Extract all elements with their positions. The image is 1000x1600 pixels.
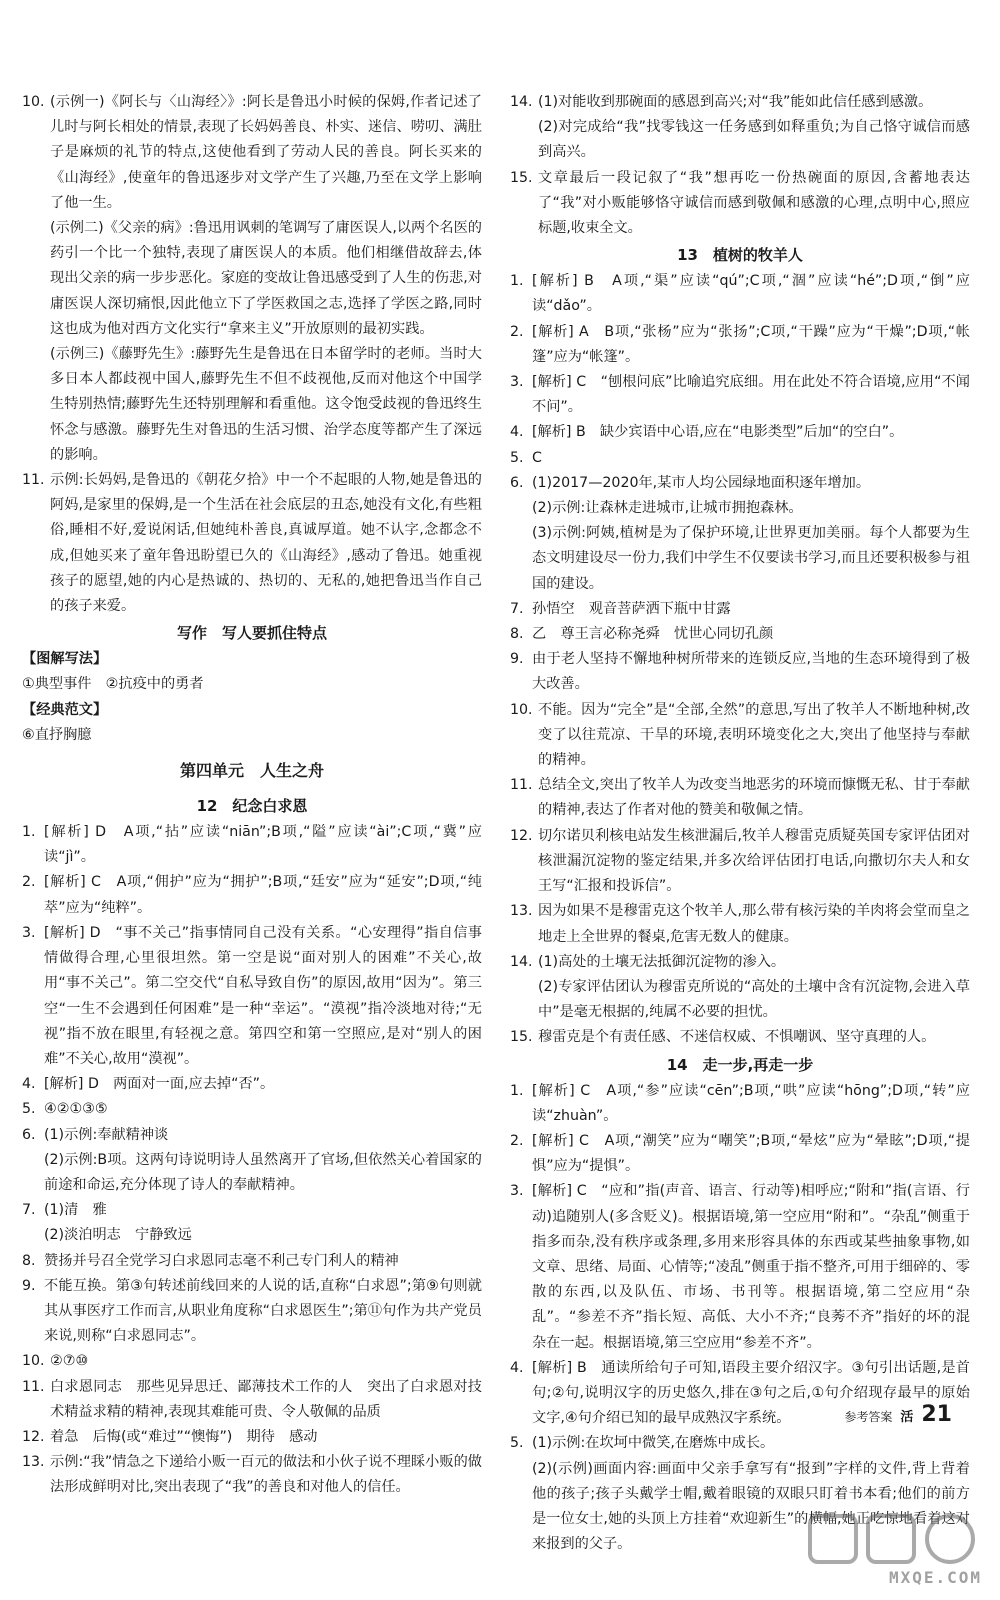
item-text: C bbox=[532, 449, 542, 466]
watermark-logo-icon bbox=[802, 1510, 982, 1570]
item-subtext: (示例二)《父亲的病》:鲁迅用讽刺的笔调写了庸医误人,以两个名医的药引一个比一个独特,表现了庸医误人的本质。他们相继借故辞去,体现出父亲的病一步步恶化。家庭的变故让鲁迅感受到了人生的伤悲,对庸医误人深切痛恨,因此他立下了学医救国之志,选择了学医之路,同时这也成为他对西方文化实行“拿来主义”开放原则的最初实践。 bbox=[50, 220, 482, 337]
answer-item bbox=[510, 1431, 970, 1456]
item-text: 孙悟空 观音菩萨洒下瓶中甘露 bbox=[532, 600, 731, 617]
answer-item bbox=[510, 90, 970, 115]
item-number: 5. bbox=[22, 1101, 36, 1118]
answer-item bbox=[510, 420, 970, 445]
answer-item bbox=[22, 1072, 482, 1097]
answer-item bbox=[510, 1129, 970, 1179]
sub-content: ⑥直抒胸臆 bbox=[22, 726, 92, 743]
item-number: 11. bbox=[22, 1378, 45, 1395]
item-text: 由于老人坚持不懈地种树所带来的连锁反应,当地的生态环境得到了极大改善。 bbox=[532, 651, 970, 693]
item-text: (1)对能收到那碗面的感恩到高兴;对“我”能如此信任感到感激。 bbox=[538, 94, 933, 110]
item-number: 13. bbox=[22, 1454, 45, 1471]
answer-item bbox=[510, 899, 970, 949]
item-number: 1. bbox=[22, 824, 36, 841]
answer-item bbox=[510, 471, 970, 496]
footer-brand: 活 bbox=[900, 1410, 914, 1425]
answer-item bbox=[510, 1025, 970, 1050]
item-number: 8. bbox=[510, 626, 524, 643]
page-footer bbox=[844, 1402, 952, 1430]
item-number: 2. bbox=[510, 323, 524, 340]
item-number: 3. bbox=[22, 924, 36, 941]
lesson-title: 14 走一步,再走一步 bbox=[666, 1055, 814, 1074]
answer-item bbox=[510, 1179, 970, 1355]
item-text: (1)高处的土壤无法抵御沉淀物的渗入。 bbox=[538, 953, 786, 970]
sub-heading: 【图解写法】 bbox=[22, 651, 108, 668]
answer-item bbox=[510, 320, 970, 370]
right-column bbox=[510, 90, 970, 1557]
item-text: [解析] D A项,“拈”应读“niān”;B项,“隘”应读“ài”;C项,“冀”应读“jì”。 bbox=[44, 824, 482, 866]
item-number: 10. bbox=[22, 94, 45, 110]
watermark bbox=[802, 1510, 982, 1590]
item-number: 2. bbox=[510, 1132, 524, 1149]
answer-item bbox=[22, 468, 482, 619]
answer-item bbox=[22, 870, 482, 920]
item-text: 赞扬并号召全党学习白求恩同志毫不利己专门利人的精神 bbox=[44, 1252, 399, 1269]
item-text: [解析] D “事不关己”指事情同自己没有关系。“心安理得”指自信事情做得合理,心里很坦然。第一空是说“面对别人的困难”不关心,故用“事不关己”。第二空交代“自私导致自伤”的原因,故用“因为”。第三空“一生不会遇到任何困难”是一种“幸运”。“漠视”指冷淡地对待;“无视”指不放在眼里,有轻视之意。第四空和第一空照应,是对“别人的困难”不关心,故用“漠视”。 bbox=[44, 924, 482, 1067]
item-text: ②⑦⑩ bbox=[50, 1353, 89, 1370]
item-text: [解析] C A项,“潮笑”应为“嘲笑”;B项,“晕炫”应为“晕眩”;D项,“提惧”应为“提惧”。 bbox=[532, 1132, 970, 1175]
item-number: 10. bbox=[510, 701, 533, 718]
answer-item bbox=[22, 1249, 482, 1274]
item-subtext: (2)对完成给“我”找零钱这一任务感到如释重负;为自己恪守诚信而感到高兴。 bbox=[538, 119, 970, 161]
answer-item bbox=[510, 446, 970, 471]
answer-item bbox=[22, 1375, 482, 1425]
answer-item bbox=[510, 269, 970, 319]
item-number: 4. bbox=[22, 1076, 36, 1093]
unit-title: 第四单元 人生之舟 bbox=[179, 761, 324, 781]
item-subtext: (示例三)《藤野先生》:藤野先生是鲁迅在日本留学时的老师。当时大多日本人都歧视中国人,藤野先生不但不歧视他,反而对他这个中国学生特别热情;藤野先生还特别理解和看重他。这令饱受歧视的鲁迅终生怀念与感激。藤野先生对鲁迅的生活习惯、治学态度等都产生了深远的影响。 bbox=[50, 346, 482, 463]
answer-item bbox=[510, 647, 970, 697]
item-number: 7. bbox=[22, 1202, 36, 1219]
answer-item bbox=[22, 820, 482, 870]
answer-item bbox=[510, 597, 970, 622]
answer-item bbox=[510, 773, 970, 823]
item-number: 1. bbox=[510, 1082, 524, 1099]
item-text: [解析] C “刨根问底”比喻追究底细。用在此处不符合语境,应用“不闻不问”。 bbox=[532, 374, 970, 416]
item-text: 示例:长妈妈,是鲁迅的《朝花夕拾》中一个不起眼的人物,她是鲁迅的阿妈,是家里的保姆,是一个生活在社会底层的丑态,她没有文化,有些粗俗,睡相不好,爱说闲话,但她纯朴善良,真诚厚道。她不认字,念都念不成,但她买来了童年鲁迅盼望已久的《山海经》,感动了鲁迅。她重视孩子的愿望,她的内心是热诚的、热切的、无私的,她把鲁迅当作自己的孩子来爱。 bbox=[50, 472, 482, 615]
item-number: 11. bbox=[510, 777, 533, 794]
item-text: 切尔诺贝利核电站发生核泄漏后,牧羊人穆雷克质疑英国专家评估团对核泄漏沉淀物的鉴定结果,并多次给评估团打电话,向撒切尔夫人和女王写“汇报和投诉信”。 bbox=[538, 827, 970, 895]
item-number: 12. bbox=[22, 1428, 45, 1445]
item-text: 不能。因为“完全”是“全部,全然”的意思,写出了牧羊人不断地种树,改变了以往荒凉、干旱的环境,表明环境变化之大,突出了他坚持与奉献的精神。 bbox=[538, 701, 970, 769]
answer-item bbox=[22, 1274, 482, 1350]
item-number: 5. bbox=[510, 449, 524, 466]
answer-item bbox=[510, 698, 970, 774]
answer-item bbox=[510, 950, 970, 975]
lesson-title: 12 纪念白求恩 bbox=[196, 797, 308, 816]
item-text: 总结全文,突出了牧羊人为改变当地恶劣的环境而慷慨无私、甘于奉献的精神,表达了作者对他的赞美和敬佩之情。 bbox=[538, 777, 970, 819]
answer-item bbox=[22, 1450, 482, 1500]
answer-item bbox=[22, 90, 482, 216]
answer-item bbox=[22, 1198, 482, 1223]
item-subtext: (2)淡泊明志 宁静致远 bbox=[44, 1227, 192, 1244]
item-text: [解析] A B项,“张杨”应为“张扬”;C项,“干躁”应为“干燥”;D项,“帐篷”应为“帐篷”。 bbox=[532, 323, 970, 365]
answer-item bbox=[510, 1079, 970, 1129]
item-text: 穆雷克是个有责任感、不迷信权威、不惧嘲讽、坚守真理的人。 bbox=[538, 1029, 936, 1046]
item-text: 因为如果不是穆雷克这个牧羊人,那么带有核污染的羊肉将会堂而皇之地走上全世界的餐桌,危害无数人的健康。 bbox=[538, 903, 970, 945]
watermark-text: MXQE.COM bbox=[888, 1567, 982, 1587]
item-text: 白求恩同志 那些见异思迁、鄙薄技术工作的人 突出了白求恩对技术精益求精的精神,表现其难能可贵、令人敬佩的品质 bbox=[50, 1378, 482, 1420]
item-text: 乙 尊王言必称尧舜 忧世心同切孔颜 bbox=[532, 626, 774, 643]
item-text: 文章最后一段记叙了“我”想再吃一份热碗面的原因,含蓄地表达了“我”对小贩能够恪守诚信而感到敬佩和感激的心理,点明中心,照应标题,收束全文。 bbox=[538, 169, 970, 237]
left-column bbox=[22, 90, 482, 1501]
item-number: 8. bbox=[22, 1252, 36, 1269]
item-number: 4. bbox=[510, 1359, 524, 1376]
item-subtext: (2)示例:让森林走进城市,让城市拥抱森林。 bbox=[532, 500, 803, 517]
item-number: 13. bbox=[510, 903, 533, 920]
answer-item bbox=[22, 1123, 482, 1148]
answer-item bbox=[510, 622, 970, 647]
item-subtext: (3)示例:阿姨,植树是为了保护环境,让世界更加美丽。每个人都要为生态文明建设尽一份力,我们中学生不仅要读书学习,而且还要积极参与祖国的建设。 bbox=[532, 525, 970, 592]
item-subtext: (2)(示例)画面内容:画面中父亲手拿写有“报到”字样的文件,背上背着他的孩子;孩子头戴学士帽,戴着眼镜的双眼只盯着书本看;他们的前方是一位女士,她的头顶上方挂着“欢迎新生”的横幅,她正吃惊地看着这对来报到的父子。 bbox=[532, 1460, 970, 1553]
item-subtext: (2)示例:B项。这两句诗说明诗人虽然离开了官场,但依然关心着国家的前途和命运,充分体现了诗人的奉献精神。 bbox=[44, 1151, 482, 1193]
item-number: 14. bbox=[510, 94, 533, 110]
item-text: [解析] C A项,“参”应读“cēn”;B项,“哄”应读“hōng”;D项,“转”应读“zhuàn”。 bbox=[532, 1082, 970, 1124]
item-number: 2. bbox=[22, 874, 36, 891]
item-text: 示例:“我”情急之下递给小贩一百元的做法和小伙子说不理睬小贩的做法形成鲜明对比,突出表现了“我”的善良和对他人的信任。 bbox=[50, 1454, 482, 1496]
item-number: 12. bbox=[510, 827, 533, 844]
item-text: [解析] B A项,“渠”应读“qú”;C项,“涸”应读“hé”;D项,“倒”应读“dǎo”。 bbox=[532, 273, 970, 315]
item-text: [解析] B 缺少宾语中心语,应在“电影类型”后加“的空白”。 bbox=[532, 424, 904, 441]
section-title: 写作 写人要抓住特点 bbox=[176, 624, 327, 643]
item-number: 5. bbox=[510, 1435, 524, 1452]
answer-item bbox=[510, 370, 970, 420]
item-text: (示例一)《阿长与〈山海经〉》:阿长是鲁迅小时候的保姆,作者记述了儿时与阿长相处的情景,表现了长妈妈善良、朴实、迷信、唠叨、满肚子是麻烦的礼节的特点,这使他看到了劳动人民的善良。阿长买来的《山海经》,使童年的鲁迅逐步对文学产生了兴趣,乃至在文学上影响了他一生。 bbox=[50, 94, 482, 211]
footer-label: 参考答案 bbox=[844, 1410, 893, 1424]
answer-item bbox=[510, 824, 970, 900]
item-number: 15. bbox=[510, 1029, 533, 1046]
item-text: 着急 后悔(或“难过”“懊悔”) 期待 感动 bbox=[50, 1428, 318, 1445]
item-text: (1)示例:奉献精神谈 bbox=[44, 1126, 169, 1143]
lesson-title: 13 植树的牧羊人 bbox=[677, 246, 803, 265]
answer-item bbox=[22, 921, 482, 1072]
item-number: 3. bbox=[510, 374, 524, 391]
item-number: 14. bbox=[510, 953, 533, 970]
item-number: 1. bbox=[510, 273, 524, 290]
sub-content: ①典型事件 ②抗疫中的勇者 bbox=[22, 676, 204, 693]
item-text: (1)示例:在坎坷中微笑,在磨炼中成长。 bbox=[532, 1435, 775, 1452]
item-text: 不能互换。第③句转述前线回来的人说的话,直称“白求恩”;第⑨句则就其从事医疗工作而言,从职业角度称“白求恩医生”;第⑪句作为共产党员来说,则称“白求恩同志”。 bbox=[44, 1277, 482, 1345]
item-text: [解析] C A项,“佣护”应为“拥护”;B项,“廷安”应为“延安”;D项,“纯萃”应为“纯粹”。 bbox=[44, 874, 482, 916]
item-number: 9. bbox=[510, 651, 524, 668]
item-number: 7. bbox=[510, 600, 524, 617]
item-text: [解析] D 两面对一面,应去掉“否”。 bbox=[44, 1076, 275, 1093]
item-text: [解析] B 通读所给句子可知,语段主要介绍汉字。③句引出话题,是首句;②句,说明汉字的历史悠久,排在③句之后,①句介绍现存最早的原始文字,④句介绍已知的最早成熟汉字系统。 bbox=[532, 1359, 970, 1427]
item-number: 6. bbox=[22, 1126, 36, 1143]
answer-item bbox=[22, 1097, 482, 1122]
item-number: 15. bbox=[510, 169, 533, 186]
item-number: 6. bbox=[510, 474, 524, 491]
answer-item bbox=[510, 166, 970, 242]
page-number: 21 bbox=[921, 1402, 952, 1427]
item-number: 3. bbox=[510, 1183, 524, 1200]
item-subtext: (2)专家评估团认为穆雷克所说的“高处的土壤中含有沉淀物,会进入草中”是毫无根据的,纯属不必要的担忧。 bbox=[538, 978, 970, 1021]
item-number: 11. bbox=[22, 472, 45, 489]
answer-item bbox=[22, 1425, 482, 1450]
item-text: (1)清 雅 bbox=[44, 1202, 107, 1219]
item-number: 4. bbox=[510, 424, 524, 441]
item-number: 9. bbox=[22, 1277, 36, 1294]
sub-heading: 【经典范文】 bbox=[22, 701, 108, 718]
answer-item bbox=[22, 1349, 482, 1374]
item-number: 10. bbox=[22, 1353, 45, 1370]
item-text: ④②①③⑤ bbox=[44, 1101, 108, 1118]
item-text: (1)2017—2020年,某市人均公园绿地面积逐年增加。 bbox=[532, 474, 871, 491]
item-text: [解析] C “应和”指(声音、语言、行动等)相呼应;“附和”指(言语、行动)追随别人(多含贬义)。根据语境,第一空应用“附和”。“杂乱”侧重于指多而杂,没有秩序或条理,多用来形容具体的东西或某些抽象事物,如文章、思绪、局面、心情等;“凌乱”侧重于指不整齐,可用于细碎的、零散的东西,以及队伍、市场、书刊等。根据语境,第二空应用“杂乱”。“参差不齐”指长短、高低、大小不齐;“良莠不齐”指好的坏的混杂在一起。根据语境,第三空应用“参差不齐”。 bbox=[532, 1183, 970, 1351]
